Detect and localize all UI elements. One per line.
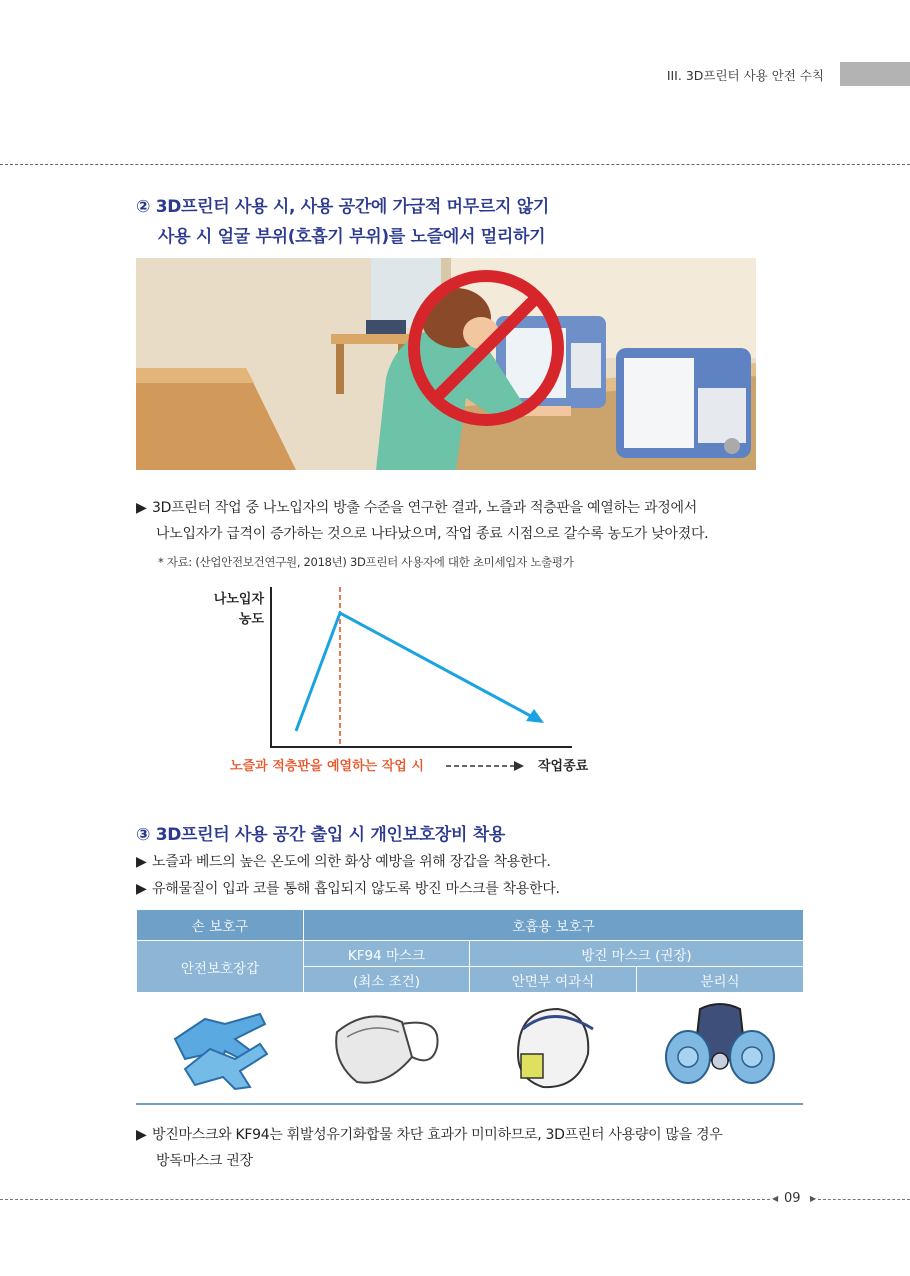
chart-marker-label: 노즐과 적층판을 예열하는 작업 시: [230, 759, 424, 774]
ppe-table: [136, 909, 804, 1106]
gloves-image: [137, 993, 304, 1106]
triangle-bullet-icon: ▶: [136, 881, 147, 897]
gloves-icon: [165, 999, 275, 1095]
no-face-near-nozzle-illustration: [136, 258, 756, 470]
page-number: 09: [784, 1191, 801, 1206]
section3-title-row: [136, 820, 505, 845]
footer-divider-left: [0, 1199, 770, 1200]
section2-title-line2: 사용 시 얼굴 부위(호흡기 부위)를 노즐에서 멀리하기: [158, 227, 546, 247]
half-face-filter-mask-image: [470, 993, 637, 1106]
header-bar: [840, 62, 910, 86]
table-bottom-border: [136, 1103, 803, 1105]
right-arrow-icon: ▶: [810, 1194, 817, 1203]
header-section-title: III. 3D프린터 사용 안전 수칙: [666, 68, 824, 83]
chart-ylabel-line2: 농도: [238, 612, 264, 627]
top-divider: [0, 164, 910, 165]
cell-kf94-line2: (최소 조건): [304, 967, 470, 993]
separable-respirator-icon: [660, 999, 780, 1095]
section2-bullet-line2: 나노입자가 급격이 증가하는 것으로 나타났으며, 작업 종료 시점으로 갈수록 농도가 낮아졌다.: [156, 526, 709, 542]
source-note: * 자료: (산업안전보건연구원, 2018년) 3D프린터 사용자에 대한 초미세입자 노출평가: [158, 555, 574, 569]
triangle-bullet-icon: ▶: [136, 854, 147, 870]
section2-number: ②: [136, 197, 151, 217]
cell-separable: 분리식: [637, 967, 804, 993]
section3-bullet1: ▶ 노즐과 베드의 높은 온도에 의한 화상 예방을 위해 장갑을 착용한다.: [136, 854, 551, 870]
triangle-bullet-icon: ▶: [136, 500, 147, 516]
nanoparticle-concentration-chart: [200, 585, 620, 785]
cell-safety-gloves: 안전보호장갑: [137, 941, 304, 993]
section3-title: 3D프린터 사용 공간 출입 시 개인보호장비 착용: [155, 825, 505, 845]
section3-bullet2: ▶ 유해물질이 입과 코를 통해 흡입되지 않도록 방진 마스크를 착용한다.: [136, 881, 560, 897]
chart-ylabel-line1: 나노입자: [213, 592, 264, 607]
footer-bullet-line1: ▶ 방진마스크와 KF94는 휘발성유기화합물 차단 효과가 미미하므로, 3D프린터 사용량이 많을 경우: [136, 1127, 723, 1143]
left-arrow-icon: ◀: [772, 1194, 779, 1203]
cell-kf94-line1: KF94 마스크: [304, 941, 470, 967]
header-hand-protection: 손 보호구: [137, 910, 304, 941]
cell-dust-mask: 방진 마스크 (권장): [470, 941, 804, 967]
section2-bullet-line1: ▶ 3D프린터 작업 중 나노입자의 방출 수준을 연구한 결과, 노즐과 적층판을 예열하는 과정에서: [136, 500, 697, 516]
section2-title-line1: [136, 192, 549, 217]
footer-divider-right: [818, 1199, 910, 1200]
kf94-mask-icon: [327, 1002, 447, 1092]
cell-half-face-filter: 안면부 여과식: [470, 967, 637, 993]
header-respiratory-protection: 호흡용 보호구: [304, 910, 804, 941]
section2-title: 3D프린터 사용 시, 사용 공간에 가급적 머무르지 않기: [155, 197, 549, 217]
kf94-mask-image: [304, 993, 470, 1106]
triangle-bullet-icon: ▶: [136, 1127, 147, 1143]
chart-xlabel: 작업종료: [538, 759, 589, 774]
filter-mask-icon: [503, 999, 603, 1095]
chart-arrow-head-icon: [514, 761, 524, 771]
separable-mask-image: [637, 993, 804, 1106]
footer-bullet-line2: 방독마스크 권장: [156, 1153, 253, 1169]
chart-series-line: [296, 613, 540, 731]
section3-number: ③: [136, 825, 151, 845]
